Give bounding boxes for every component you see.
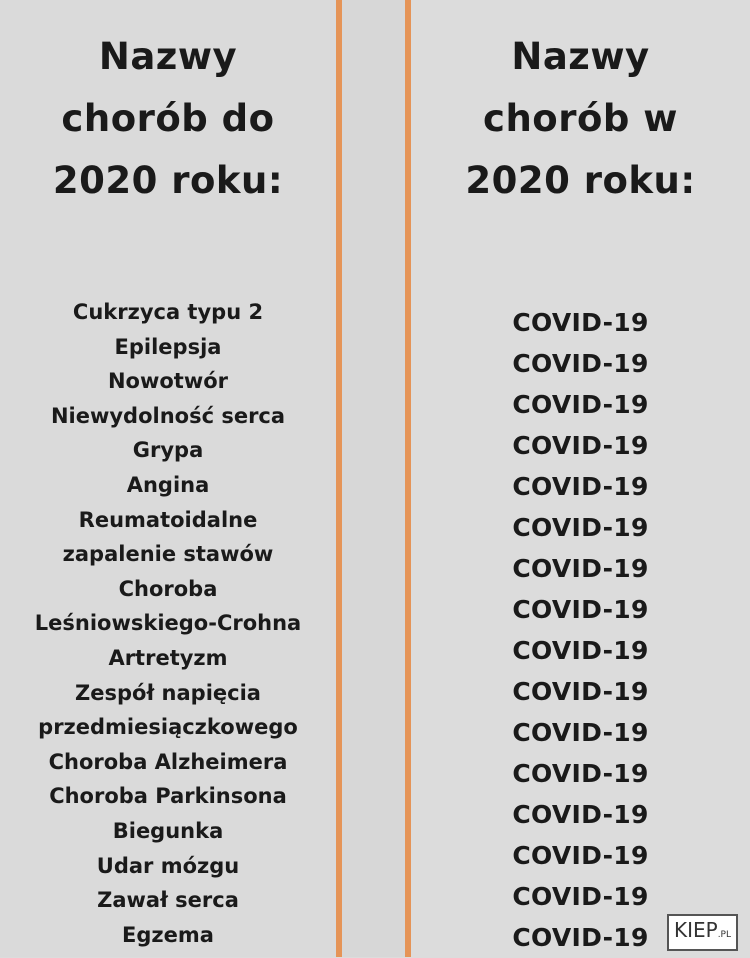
covid-item: COVID-19 xyxy=(512,390,649,419)
disease-item: Leśniowskiego-Crohna xyxy=(34,611,302,636)
disease-item: Egzema xyxy=(122,922,214,947)
covid-item: COVID-19 xyxy=(512,472,649,501)
disease-item: Choroba Parkinsona xyxy=(49,784,287,809)
disease-item: Reumatoidalne xyxy=(78,507,258,532)
disease-item: Udar mózgu xyxy=(96,853,240,878)
right-heading xyxy=(411,26,750,212)
covid-item: COVID-19 xyxy=(512,513,649,542)
right-heading-line: 2020 roku: xyxy=(465,159,696,202)
covid-item: COVID-19 xyxy=(512,636,649,665)
disease-item: Artretyzm xyxy=(108,645,228,670)
disease-item: Choroba xyxy=(118,576,218,601)
disease-item: Zawał serca xyxy=(97,888,239,913)
watermark-text: KIEP xyxy=(673,918,718,942)
covid-item: COVID-19 xyxy=(512,349,649,378)
disease-item: Epilepsja xyxy=(114,334,222,359)
covid-item: COVID-19 xyxy=(512,431,649,460)
disease-item: Grypa xyxy=(132,438,204,463)
right-heading-line: Nazwy xyxy=(511,35,650,78)
disease-item: Nowotwór xyxy=(107,369,229,394)
left-column xyxy=(0,0,336,957)
covid-item: COVID-19 xyxy=(512,800,649,829)
left-heading-line: Nazwy xyxy=(98,35,238,78)
right-disease-list xyxy=(411,302,750,958)
covid-item: COVID-19 xyxy=(512,759,649,788)
disease-item: Cukrzyca typu 2 xyxy=(72,300,264,324)
disease-item: Angina xyxy=(126,472,210,497)
right-heading-line: chorób w xyxy=(483,97,678,140)
covid-item: COVID-19 xyxy=(512,923,649,952)
left-heading-line: chorób do xyxy=(61,97,275,140)
disease-item: Choroba Alzheimera xyxy=(48,749,288,774)
covid-item: COVID-19 xyxy=(512,841,649,870)
left-heading-line: 2020 roku: xyxy=(52,159,284,202)
watermark-suffix: .PL xyxy=(717,930,731,940)
disease-item: Zespół napięcia xyxy=(75,680,261,705)
watermark-logo xyxy=(667,914,738,951)
covid-item: COVID-19 xyxy=(512,554,649,583)
disease-item: Biegunka xyxy=(112,818,224,843)
divider-stripe-left xyxy=(336,0,342,957)
disease-item: przedmiesiączkowego xyxy=(38,715,298,740)
covid-item: COVID-19 xyxy=(512,677,649,706)
disease-item: zapalenie stawów xyxy=(62,542,274,567)
left-heading xyxy=(0,26,336,212)
covid-item: COVID-19 xyxy=(512,595,649,624)
center-gap xyxy=(342,0,405,957)
right-column xyxy=(411,0,750,957)
covid-item: COVID-19 xyxy=(512,718,649,747)
disease-item: Niewydolność serca xyxy=(50,403,286,428)
covid-item: COVID-19 xyxy=(512,308,649,337)
left-disease-list xyxy=(0,295,336,952)
covid-item: COVID-19 xyxy=(512,882,649,911)
